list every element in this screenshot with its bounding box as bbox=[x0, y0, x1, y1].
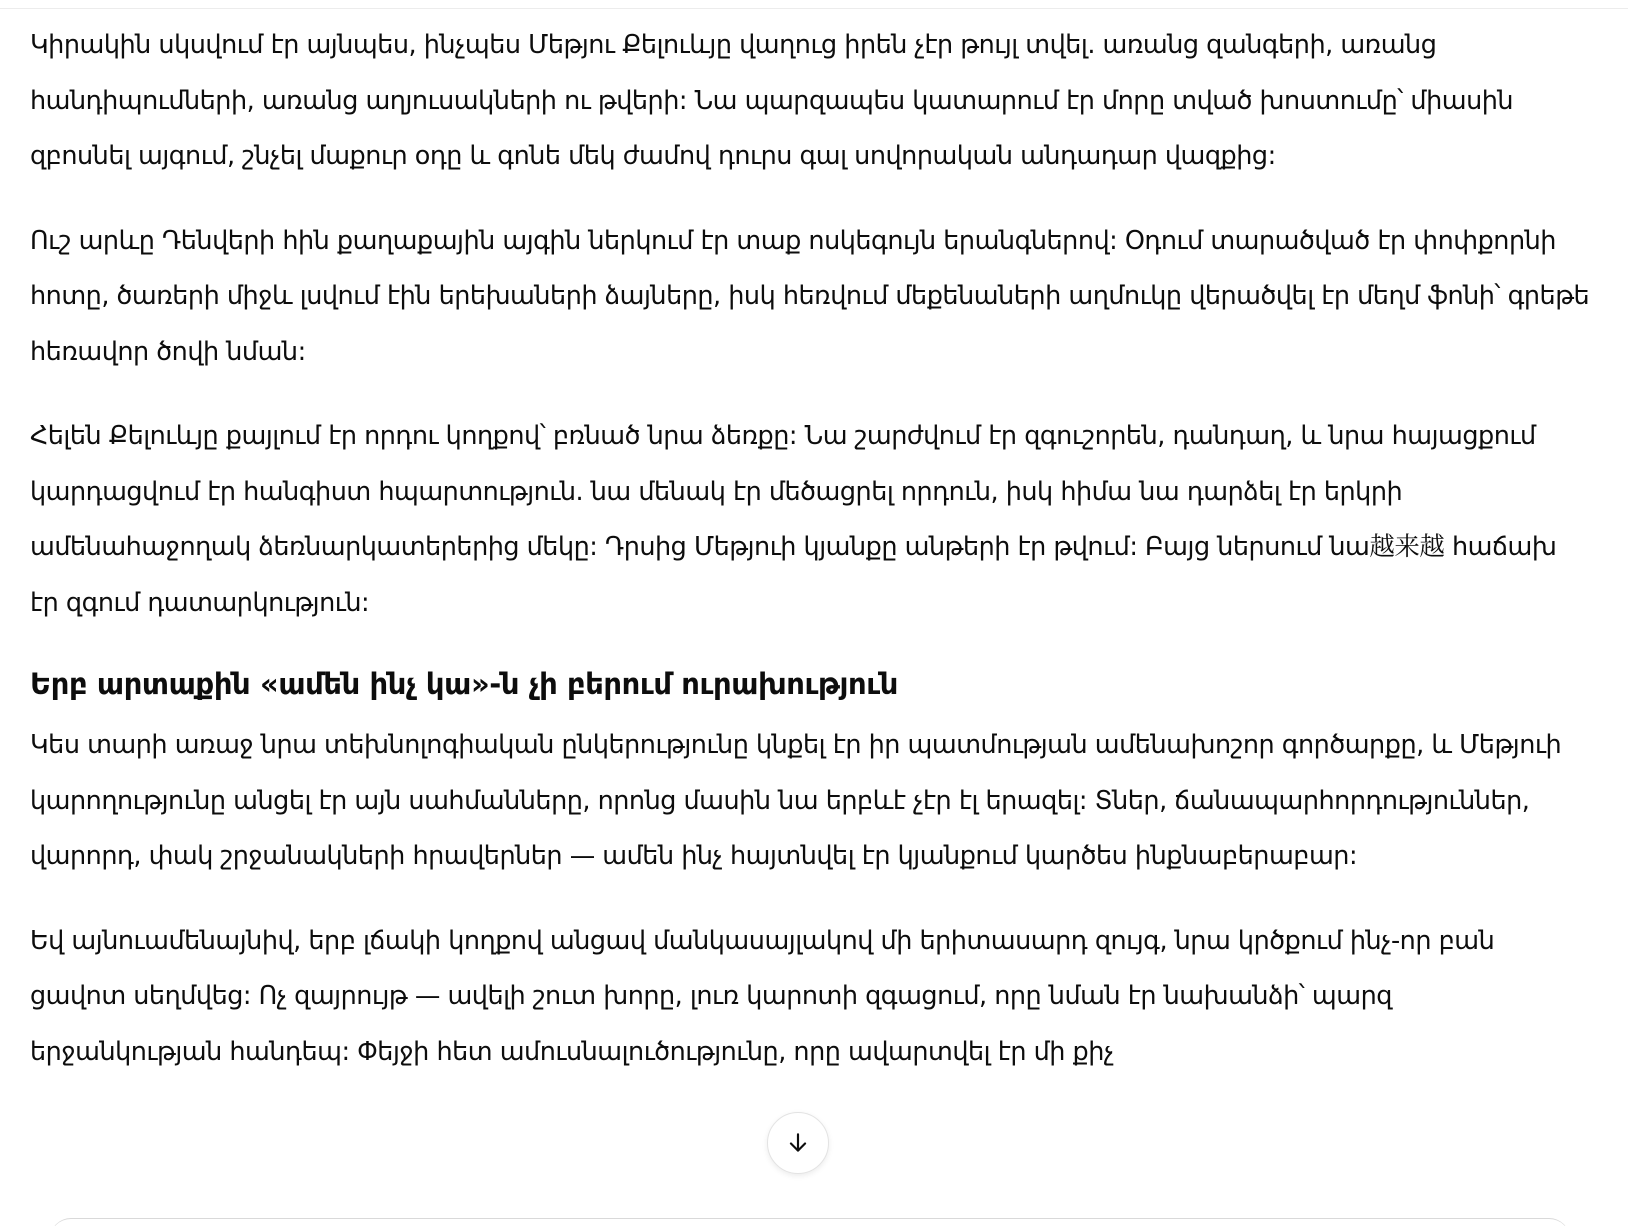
section-heading: Երբ արտաքին «ամեն ինչ կա»-ն չի բերում ուրախություն bbox=[30, 667, 898, 701]
arrow-down-icon bbox=[785, 1130, 811, 1156]
composer-top-edge bbox=[50, 1218, 1570, 1226]
scroll-to-bottom-button[interactable] bbox=[767, 1112, 829, 1174]
chat-message-content bbox=[30, 18, 1590, 1109]
paragraph-3: Հելեն Քելուևյը քայլում էր որդու կողքով՝ բռնած նրա ձեռքը: Նա շարժվում էր զգուշորեն, դանդաղ, և նրա հայացքում կարդացվում էր հանգիստ հպարտություն. նա մենակ էր մեծացրել որդուն, իսկ հիմա նա դարձել էր երկրի ամենահաջողակ ձեռնարկատերերից մեկը: Դրսից Մեթյուի կյանքը անթերի էր թվում: Բայց ներսում նա越来越 հաճախ էր զգում դատարկություն: bbox=[30, 421, 1557, 618]
paragraph-1: Կիրակին սկսվում էր այնպես, ինչպես Մեթյու Քելուևյը վաղուց իրեն չէր թույլ տվել. առանց զանգերի, առանց հանդիպումների, առանց աղյուսակների ու թվերի: Նա պարզապես կատարում էր մորը տված խոստումը՝ միասին զբոսնել այգում, շնչել մաքուր օդը և գոնե մեկ ժամով դուրս գալ սովորական անդադար վազքից: bbox=[30, 30, 1514, 171]
paragraph-4: Կես տարի առաջ նրա տեխնոլոգիական ընկերությունը կնքել էր իր պատմության ամենախոշոր գործարքը, և Մեթյուի կարողությունը անցել էր այն սահմանները, որոնց մասին նա երբևէ չէր էլ երազել: Տներ, ճանապարհորդություններ, վարորդ, փակ շրջանակների հրավերներ — ամեն ինչ հայտնվել էր կյանքում կարծես ինքնաբերաբար: bbox=[30, 730, 1562, 871]
paragraph-2: Ուշ արևը Դենվերի հին քաղաքային այգին ներկում էր տաք ոսկեգույն երանգներով: Օդում տարածված էր փոփքորնի հոտը, ծառերի միջև լսվում էին երեխաների ձայները, իսկ հեռվում մեքենաների աղմուկը վերածվել էր մեղմ ֆոնի՝ գրեթե հեռավոր ծովի նման: bbox=[30, 225, 1590, 367]
top-divider bbox=[0, 0, 1628, 9]
paragraph-5: Եվ այնուամենայնիվ, երբ լճակի կողքով անցավ մանկասայլակով մի երիտասարդ զույգ, նրա կրծքում ինչ-որ բան ցավոտ սեղմվեց: Ոչ զայրույթ — ավելի շուտ խորը, լուռ կարոտի զգացում, որը նման էր նախանձի՝ պարզ երջանկության հանդեպ: Փեյջի հետ ամուսնալուծությունը, որը ավարտվել էր մի քիչ bbox=[30, 925, 1495, 1067]
